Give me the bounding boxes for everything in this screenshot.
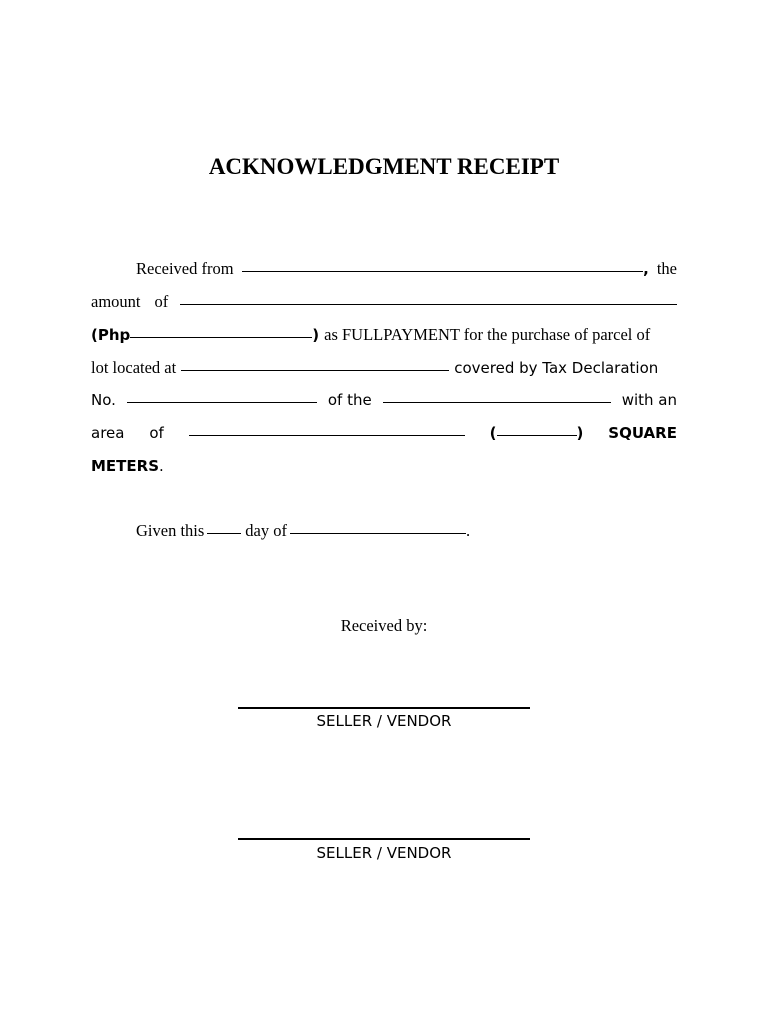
- location-field[interactable]: [383, 402, 611, 403]
- signature-line-1[interactable]: [238, 707, 530, 709]
- tax-declaration-number-field[interactable]: [127, 402, 317, 403]
- signature-label-2: SELLER / VENDOR: [316, 844, 452, 862]
- paren-open-text: (: [489, 424, 497, 442]
- area-of-text: of: [149, 424, 164, 442]
- payer-name-field[interactable]: [242, 271, 644, 272]
- received-from-label: Received from: [136, 259, 234, 278]
- paragraph-line-6: [91, 417, 677, 450]
- signature-line-2[interactable]: [238, 838, 530, 840]
- paragraph-line-2: [91, 285, 677, 318]
- amount-in-words-field[interactable]: [180, 304, 677, 305]
- given-line: [91, 514, 677, 547]
- month-year-field[interactable]: [290, 533, 466, 534]
- php-close-text: ): [312, 326, 320, 344]
- meters-text: METERS: [91, 457, 160, 475]
- area-label: area: [91, 424, 125, 442]
- php-open-text: (Php: [91, 326, 131, 344]
- comma-text: ,: [643, 260, 649, 278]
- area-number-field[interactable]: [497, 435, 577, 436]
- lot-location-field[interactable]: [181, 370, 449, 371]
- php-amount-field[interactable]: [130, 337, 312, 338]
- area-number-group: [490, 417, 584, 450]
- the-text: the: [656, 259, 677, 278]
- lot-located-label: lot located at: [91, 358, 177, 377]
- day-of-label: day of: [245, 521, 287, 540]
- with-an-text: with an: [621, 391, 677, 409]
- paragraph-line-4: [91, 351, 677, 384]
- paragraph-line-1: [91, 252, 677, 285]
- paragraph-line-5: [91, 384, 677, 417]
- paragraph-line-7: [91, 450, 677, 483]
- fullpayment-text: as FULLPAYMENT for the purchase of parcel of: [324, 325, 651, 344]
- signature-label-1: SELLER / VENDOR: [316, 712, 452, 730]
- covered-by-text: covered by Tax Declaration: [454, 359, 659, 377]
- amount-of-text: of: [154, 292, 169, 311]
- document-title: ACKNOWLEDGMENT RECEIPT: [208, 154, 560, 179]
- given-this-label: Given this: [136, 521, 205, 540]
- day-field[interactable]: [207, 533, 241, 534]
- of-the-text: of the: [327, 391, 372, 409]
- received-by-label: Received by:: [340, 616, 428, 635]
- paren-close-text: ): [576, 424, 584, 442]
- meters-period: .: [159, 457, 164, 475]
- paragraph-line-3: [91, 318, 677, 351]
- area-in-words-field[interactable]: [189, 435, 465, 436]
- square-text: SQUARE: [608, 424, 677, 442]
- no-label: No.: [91, 391, 116, 409]
- amount-label: amount: [91, 292, 141, 311]
- given-period: .: [466, 521, 471, 540]
